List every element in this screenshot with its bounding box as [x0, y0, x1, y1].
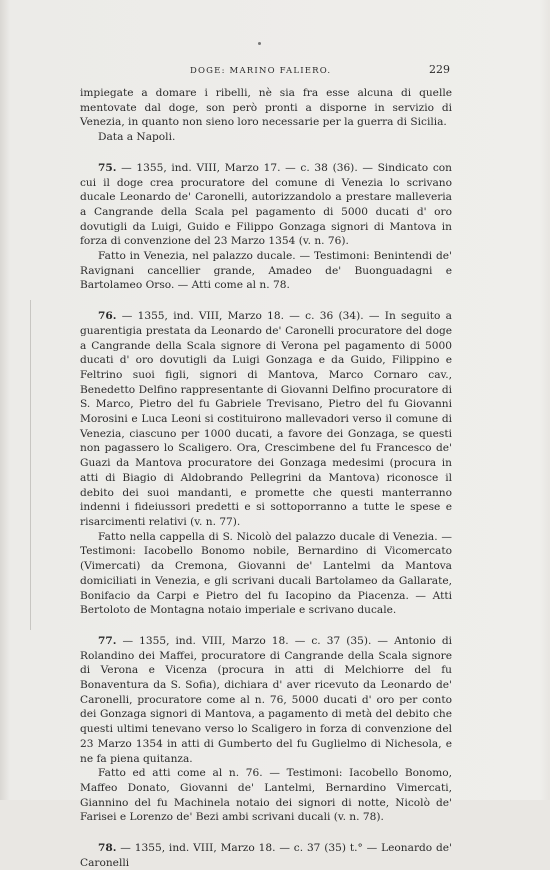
entry-number: 75. [98, 161, 117, 174]
entry-76-note [80, 530, 452, 618]
entry-75 [80, 161, 452, 249]
paragraph-closing [80, 130, 452, 145]
entry-number: 76. [98, 310, 117, 323]
paragraph-text: Fatto ed atti come al n. 76. — Testimoni: Iacobello Bonomo, Maffeo Donato, Giovanni de' Lantelmi, Bernardino Vimercati, Giannino del fu Machinela notaio dei signori di notte, Nicolò de' Farisei e Lorenzo de' Bezi ambi scrivani ducali (v. n. 78). [80, 767, 452, 824]
entry-78 [80, 841, 452, 870]
entry-75-note [80, 249, 452, 293]
entry-76 [80, 309, 452, 530]
page-header [0, 63, 550, 79]
entry-77-note [80, 766, 452, 825]
page-number: 229 [429, 63, 450, 76]
entry-text: — 1355, ind. VIII, Marzo 18. — c. 37 (35) t.° — Leonardo de' Caronelli [80, 842, 452, 869]
paragraph-text: Data a Napoli. [98, 131, 176, 144]
entry-number: 78. [98, 842, 117, 855]
entry-text: — 1355, ind. VIII, Marzo 18. — c. 37 (35). — Antonio di Rolandino dei Maffei, procuratore di Cangrande della Scala signore di Verona e Vicenza (procura in atti di Melchiorre del fu Bonaventura da S. Sofia), dichiara d' aver ricevuto da Leonardo de' Caronelli, procuratore come al n. 76, 5000 ducati d' oro per conto dei Gonzaga signori di Mantova, a pagamento di metà del debito che questi ultimi tenevano verso lo Scaligero in forza di convenzione del 23 Marzo 1354 in atti di Gumberto del fu Guglielmo di Nichesola, e ne fa piena quitanza. [80, 634, 452, 765]
running-title: DOGE: MARINO FALIERO. [190, 66, 332, 76]
paragraph-text: Fatto nella cappella di S. Nicolò del palazzo ducale di Venezia. — Testimoni: Iacobello Bonomo nobile, Bernardino di Vicomercato (Vimercati) da Cremona, Giovanni de' Lantelmi da Mantova domiciliati in Venezia, e gli scrivani ducali Bartolameo da Gallarate, Bonifacio da Carpi e Pietro del fu Iacopino da Piacenza. — Atti Bertoloto de Montagna notaio imperiale e scrivano ducale. [80, 530, 452, 617]
paragraph-continuation [80, 86, 452, 130]
page-body [80, 86, 452, 870]
page-speck [258, 42, 261, 45]
entry-77 [80, 634, 452, 766]
margin-line [30, 300, 31, 630]
entry-text: — 1355, ind. VIII, Marzo 17. — c. 38 (36). — Sindicato con cui il doge crea procuratore del comune di Venezia lo scrivano ducale Leonardo de' Caronelli, autorizzandolo a prestare malleveria a Cangrande della Scala pel pagamento di 5000 ducati d' oro dovutigli da Luigi, Guido e Filippo Gonzaga signori di Mantova in forza di convenzione del 23 Marzo 1354 (v. n. 76). [80, 161, 452, 248]
paragraph-text: Fatto in Venezia, nel palazzo ducale. — Testimoni: Benintendi de' Ravignani cancellier grande, Amadeo de' Buonguadagni e Bartolameo Orso. — Atti come al n. 78. [80, 250, 452, 292]
entry-text: — 1355, ind. VIII, Marzo 18. — c. 36 (34). — In seguito a guarentigia prestata da Leonardo de' Caronelli procuratore del doge a Cangrande della Scala signore di Verona pel pagamento di 5000 ducati d' oro dovutigli da Luigi Gonzaga e da Guido, Filippino e Feltrino suoi figli, signori di Mantova, Marco Cornaro cav., Benedetto Delfino rappresentante di Giovanni Delfino procuratore di S. Marco, Pietro del fu Gabriele Trevisano, Pietro del fu Giovanni Morosini e Luca Leoni si costituirono mallevadori verso il comune di Venezia, ciascuno per 1000 ducati, a favore dei Gonzaga, se questi non pagassero lo Scaligero. Ora, Crescimbene del fu Francesco de' Guazi da Mantova procuratore dei Gonzaga medesimi (procura in atti di Biagio di Aldobrando Pellegrini da Mantova) riconosce il debito dei suoi mandanti, e promette che questi manterranno indenni i fideiussori predetti e si sottoporranno a tutte le spese e risarcimenti relativi (v. n. 77). [80, 310, 452, 528]
entry-number: 77. [98, 634, 117, 647]
paragraph-text: impiegate a domare i ribelli, nè sia fra esse alcuna di quelle mentovate dal doge, son però pronti a disporne in servizio di Venezia, in quanto non sieno loro necessarie per la guerra di Sicilia. [80, 87, 452, 129]
